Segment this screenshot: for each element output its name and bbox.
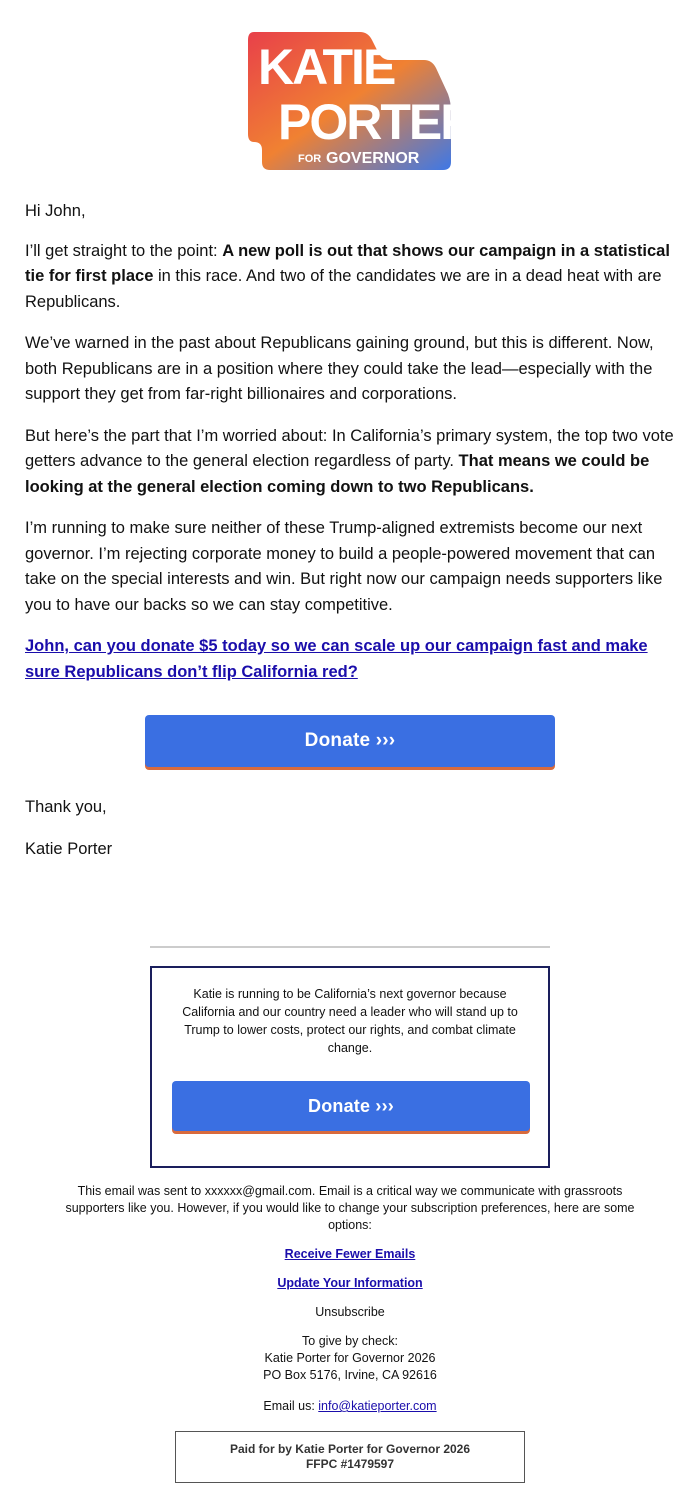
update-information-link[interactable]: Update Your Information: [277, 1276, 423, 1290]
donate-button[interactable]: Donate ›››: [145, 715, 555, 767]
footer-blurb: Katie is running to be California’s next governor because California and our country need a leader who will stand up to Trump to lower costs, protect our rights, and combat climate change.: [182, 987, 518, 1055]
thank-you-text: Thank you,: [25, 798, 107, 816]
greeting: Hi John,: [25, 202, 86, 220]
sent-to-notice: This email was sent to xxxxxx@gmail.com. Email is a critical way we communicate with grassroots supporters like you. However, if you would like to change your subscription preferences, here are some options:: [65, 1184, 635, 1232]
email-body: [25, 199, 677, 701]
check-address-block: [50, 1333, 650, 1384]
footer-divider: [150, 946, 550, 948]
footer-donate-button[interactable]: Donate ›››: [172, 1081, 530, 1131]
ffpc-number: FFPC #1479597: [305, 1457, 395, 1471]
closing: [25, 796, 112, 880]
receive-fewer-emails-link[interactable]: Receive Fewer Emails: [284, 1247, 416, 1261]
unsubscribe-link[interactable]: Unsubscribe: [315, 1305, 385, 1319]
check-payee: Katie Porter for Governor 2026: [264, 1351, 436, 1365]
footer-donate-box: [150, 966, 550, 1168]
paragraph-2: We’ve warned in the past about Republicans gaining ground, but this is different. Now, both Republicans are in a position where they could take the lead—especially with the support they get from far-right billionaires and corporations.: [25, 334, 654, 403]
donate-cta-link[interactable]: John, can you donate $5 today so we can scale up our campaign fast and make sure Republicans don’t flip California red?: [25, 637, 648, 681]
logo-for: FOR: [298, 153, 322, 165]
legal-footer: [50, 1183, 650, 1427]
paragraph-1: [25, 239, 677, 316]
logo-line-porter: PORTER: [278, 94, 475, 150]
check-address: PO Box 5176, Irvine, CA 92616: [263, 1368, 437, 1382]
email-us-link[interactable]: info@katieporter.com: [318, 1399, 437, 1413]
paragraph-4: I’m running to make sure neither of these Trump-aligned extremists become our next governor. I’m rejecting corporate money to build a people-powered movement that can take on the special interests and win. But right now our campaign needs supporters like you to have our backs so we can stay competitive.: [25, 519, 663, 614]
cta-paragraph: [25, 634, 677, 685]
paragraph-3-text: But here’s the part that I’m worried about: In California’s primary system, the top two vote getters advance to the general election regardless of party.: [25, 426, 674, 470]
check-heading: To give by check:: [302, 1334, 398, 1348]
signature: Katie Porter: [25, 840, 113, 858]
katie-porter-logo: [248, 32, 475, 170]
paragraph-1-bold: A new poll is out that shows our campaign in a statistical tie for first place: [25, 241, 670, 285]
paid-for-disclaimer: [175, 1431, 525, 1483]
paragraph-3-bold: That means we could be looking at the general election coming down to two Republicans.: [25, 452, 650, 496]
logo-governor: GOVERNOR: [326, 150, 420, 167]
paid-for-text: Paid for by Katie Porter for Governor 2026: [229, 1442, 471, 1456]
logo-line-katie: KATIE: [258, 39, 395, 95]
paragraph-1-end: in this race. And two of the candidates we are in a dead heat with are Republicans.: [25, 267, 662, 311]
paragraph-3: [25, 424, 677, 501]
email-us: [50, 1398, 650, 1415]
paragraph-1-intro: I’ll get straight to the point:: [25, 241, 223, 260]
email-us-label: Email us:: [263, 1399, 319, 1413]
